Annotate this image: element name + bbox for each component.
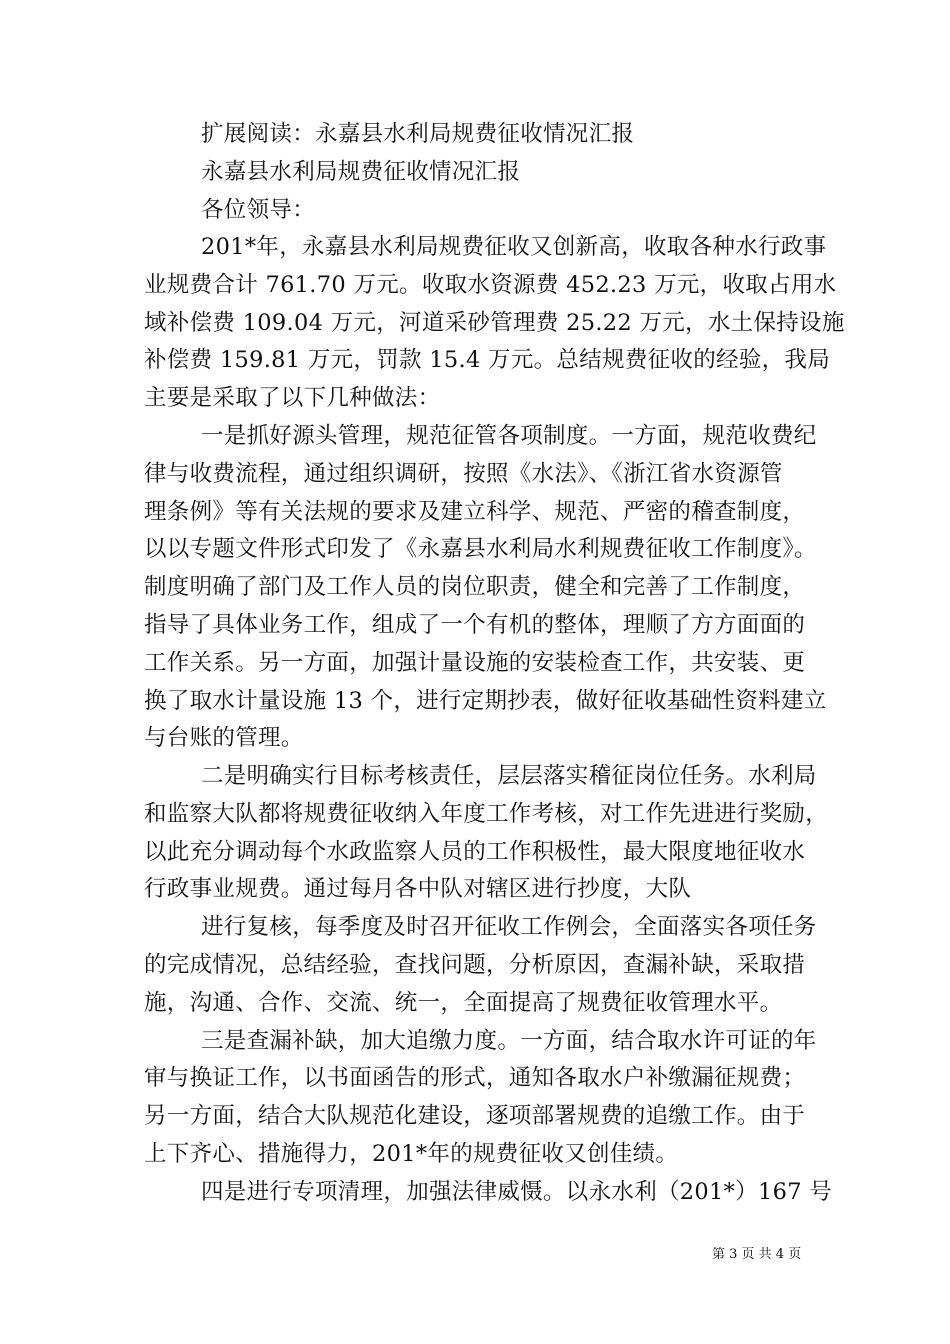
text-line: 上下齐心、措施得力，201*年的规费征收又创佳绩。: [144, 1141, 679, 1167]
text-line: 理条例》等有关法规的要求及建立科学、规范、严密的稽查制度，: [144, 499, 806, 525]
text-line: 制度明确了部门及工作人员的岗位职责，健全和完善了工作制度，: [144, 574, 806, 600]
page-number: 第 3 页 共 4 页: [712, 1247, 802, 1262]
text-line-salutation: 各位领导：: [201, 197, 316, 223]
text-line: 三是查漏补缺，加大追缴力度。一方面，结合取水许可证的年: [201, 1028, 817, 1054]
text-line: 补偿费 159.81 万元，罚款 15.4 万元。总结规费征收的经验，我局: [144, 347, 831, 373]
text-line: 域补偿费 109.04 万元，河道采砂管理费 25.22 万元，水土保持设施: [144, 310, 845, 336]
text-line: 施，沟通、合作、交流、统一，全面提高了规费征收管理水平。: [144, 990, 783, 1016]
text-line-extended-reading: 扩展阅读：永嘉县水利局规费征收情况汇报: [201, 121, 635, 147]
text-line: 业规费合计 761.70 万元。收取水资源费 452.23 万元，收取占用水: [144, 272, 837, 298]
text-line: 另一方面，结合大队规范化建设，逐项部署规费的追缴工作。由于: [144, 1103, 806, 1129]
text-line: 行政事业规费。通过每月各中队对辖区进行抄度，大队: [144, 876, 692, 902]
text-line: 与台账的管理。: [144, 725, 304, 751]
text-line: 和监察大队都将规费征收纳入年度工作考核，对工作先进进行奖励，: [144, 801, 829, 827]
text-line: 换了取水计量设施 13 个，进行定期抄表，做好征收基础性资料建立: [144, 688, 827, 714]
text-line-report-title: 永嘉县水利局规费征收情况汇报: [201, 159, 521, 185]
text-line: 一是抓好源头管理，规范征管各项制度。一方面，规范收费纪: [201, 423, 817, 449]
text-line: 审与换证工作，以书面函告的形式，通知各取水户补缴漏征规费；: [144, 1065, 806, 1091]
text-line: 指导了具体业务工作，组成了一个有机的整体，理顺了方方面面的: [144, 612, 806, 638]
text-line: 201*年，永嘉县水利局规费征收又创新高，收取各种水行政事: [201, 234, 827, 260]
text-line: 主要是采取了以下几种做法：: [144, 385, 441, 411]
text-line: 工作关系。另一方面，加强计量设施的安装检查工作，共安装、更: [144, 650, 806, 676]
text-line: 以以专题文件形式印发了《永嘉县水利局水利规费征收工作制度》。: [144, 536, 817, 562]
text-line: 的完成情况，总结经验，查找问题，分析原因，查漏补缺，采取措: [144, 952, 806, 978]
text-line: 二是明确实行目标考核责任，层层落实稽征岗位任务。水利局: [201, 763, 817, 789]
text-line: 进行复核，每季度及时召开征收工作例会，全面落实各项任务: [201, 914, 817, 940]
text-line: 律与收费流程，通过组织调研，按照《水法》、《浙江省水资源管: [144, 461, 783, 487]
text-line: 四是进行专项清理，加强法律威慑。以永水利（201*）167 号: [201, 1179, 833, 1205]
text-line: 以此充分调动每个水政监察人员的工作积极性，最大限度地征收水: [144, 839, 806, 865]
